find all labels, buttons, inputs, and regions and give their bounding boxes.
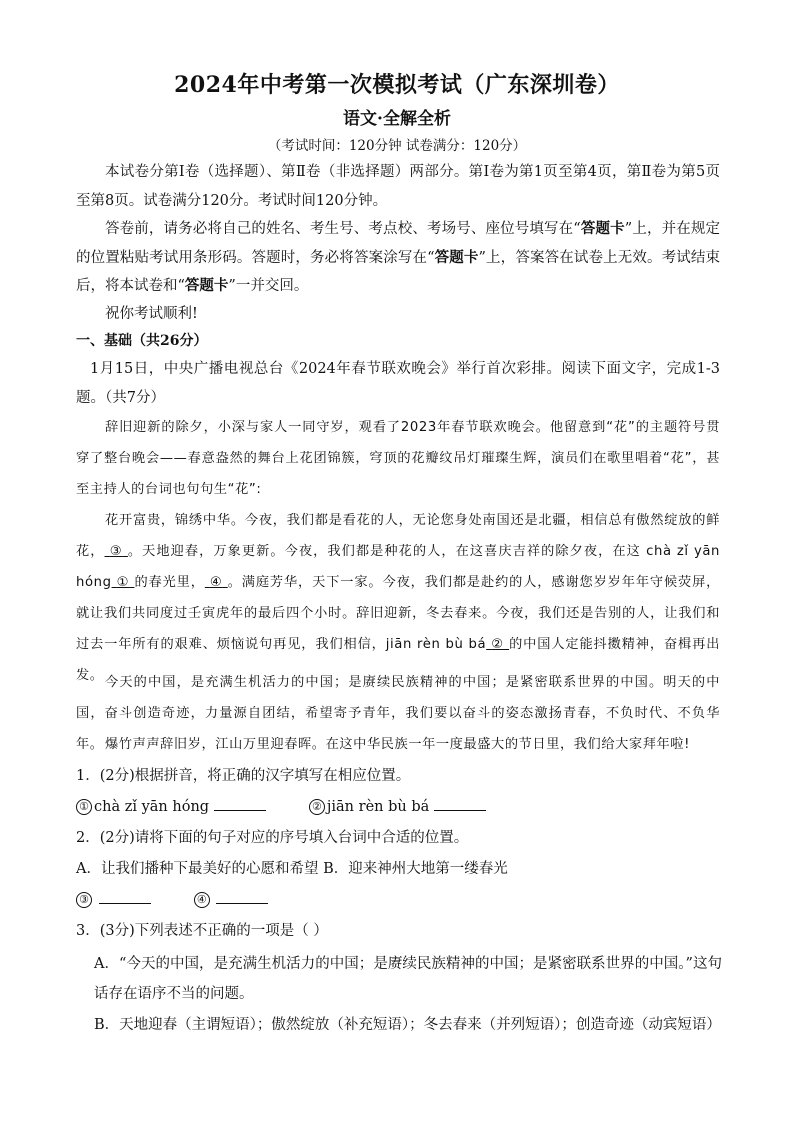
answer-card-term: 答题卡 — [580, 220, 625, 237]
question-1-answers: ① chà zǐ yān hóng ② jiān rèn bù bá — [76, 793, 486, 821]
question-2-answers: ③ ④ — [76, 886, 268, 914]
blank-marker-4: ④ — [209, 575, 223, 590]
answer-blank-3[interactable] — [99, 903, 151, 904]
question-3-option-a: A．“今天的中国，是充满生机活力的中国；是赓续民族精神的中国；是紧密联系世界的中国。”这句话存在语序不当的问题。 — [94, 956, 722, 1002]
section-heading: 一、基础（共26分） — [76, 333, 208, 349]
instruction-paragraph-2: 答卷前，请务必将自己的姓名、考生号、考点校、考场号、座位号填写在“答题卡”上，并在规定的位置粘贴考试用条形码。答题时，务必将答案涂写在“答题卡”上，答案答在试卷上无效。考试结束后，将本试卷和“答题卡”一并交回。 — [76, 220, 721, 294]
answer-blank-4[interactable] — [216, 903, 268, 904]
blank-marker-2: ② — [491, 637, 504, 652]
passage-paragraph-3: 今天的中国，是充满生机活力的中国；是赓续民族精神的中国；是紧密联系世界的中国。明天的中国，奋斗创造奇迹，力量源自团结，希望寄予青年，我们要以奋斗的姿态激扬青春，不负时代、不负华年。 — [76, 675, 720, 752]
question-1: 1．(2分)根据拼音，将正确的汉字填写在相应位置。 — [76, 768, 411, 784]
question-2: 2．(2分)请将下面的句子对应的序号填入台词中合适的位置。 — [76, 830, 469, 846]
blank-marker-1: ① — [116, 575, 130, 590]
question-3-option-b: B．天地迎春（主谓短语）；傲然绽放（补充短语）；冬去春来（并列短语）；创造奇迹（动宾短语） — [94, 1017, 721, 1033]
question-3: 3．(3分)下列表述不正确的一项是（ ） — [76, 923, 328, 939]
passage-paragraph-1: 辞旧迎新的除夕，小深与家人一同守岁，观看了2023年春节联欢晚会。他留意到“花”的主题符号贯穿了整台晚会——春意盎然的舞台上花团锦簇，穹顶的花瓣纹吊灯璀璨生辉，演员们在歌里唱着“花”，甚至主持人的台词也句句生“花”: — [76, 420, 720, 497]
section-intro: 1月15日，中央广播电视总台《2024年春节联欢晚会》举行首次彩排。阅读下面文字，完成1-3题。（共7分） — [76, 361, 720, 406]
blank-marker-3: ③ — [109, 544, 123, 559]
passage-paragraph-2: 花开富贵，锦绣中华。今夜，我们都是看花的人，无论您身处南国还是北疆，相信总有傲然绽放的鲜花， ③ 。天地迎春，万象更新。今夜，我们都是种花的人，在这喜庆吉祥的除夕夜，在这 chà zǐ yān hóng ① 的春光里， ④ 。满庭芳华，天下一家。今夜，我们都是赴约的人，感谢您岁岁年年守候荧屏，就让我们共同度过壬寅虎年的最后四个小时。辞旧迎新，冬去春来。今夜，我们还是告别的人，让我们和过去一年所有的艰难、烦恼说句再见，我们相信，jiān rèn bù bá ② 的中国人定能抖擞精神，奋楫再出发。 — [76, 513, 720, 683]
answer-blank-1[interactable] — [214, 810, 266, 811]
instruction-paragraph-1: 本试卷分第Ⅰ卷（选择题）、第Ⅱ卷（非选择题）两部分。第Ⅰ卷为第1页至第4页，第Ⅱ卷为第5页至第8页。试卷满分120分。考试时间120分钟。 — [76, 164, 720, 209]
passage-paragraph-4: 爆竹声声辞旧岁，江山万里迎春晖。在这中华民族一年一度最盛大的节日里，我们给大家拜年啦! — [105, 737, 690, 752]
page-title: 2024年中考第一次模拟考试（广东深圳卷） — [174, 72, 620, 98]
good-luck-line: 祝你考试顺利! — [105, 306, 198, 322]
page-subtitle: 语文·全解全析 — [343, 109, 451, 129]
exam-time-note: （考试时间：120分钟 试卷满分：120分） — [267, 138, 527, 154]
question-2-options: A．让我们播种下最美好的心愿和希望 B．迎来神州大地第一缕春光 — [76, 861, 508, 877]
answer-card-term: 答题卡 — [184, 277, 229, 294]
answer-blank-2[interactable] — [434, 810, 486, 811]
answer-card-term: 答题卡 — [434, 248, 479, 266]
